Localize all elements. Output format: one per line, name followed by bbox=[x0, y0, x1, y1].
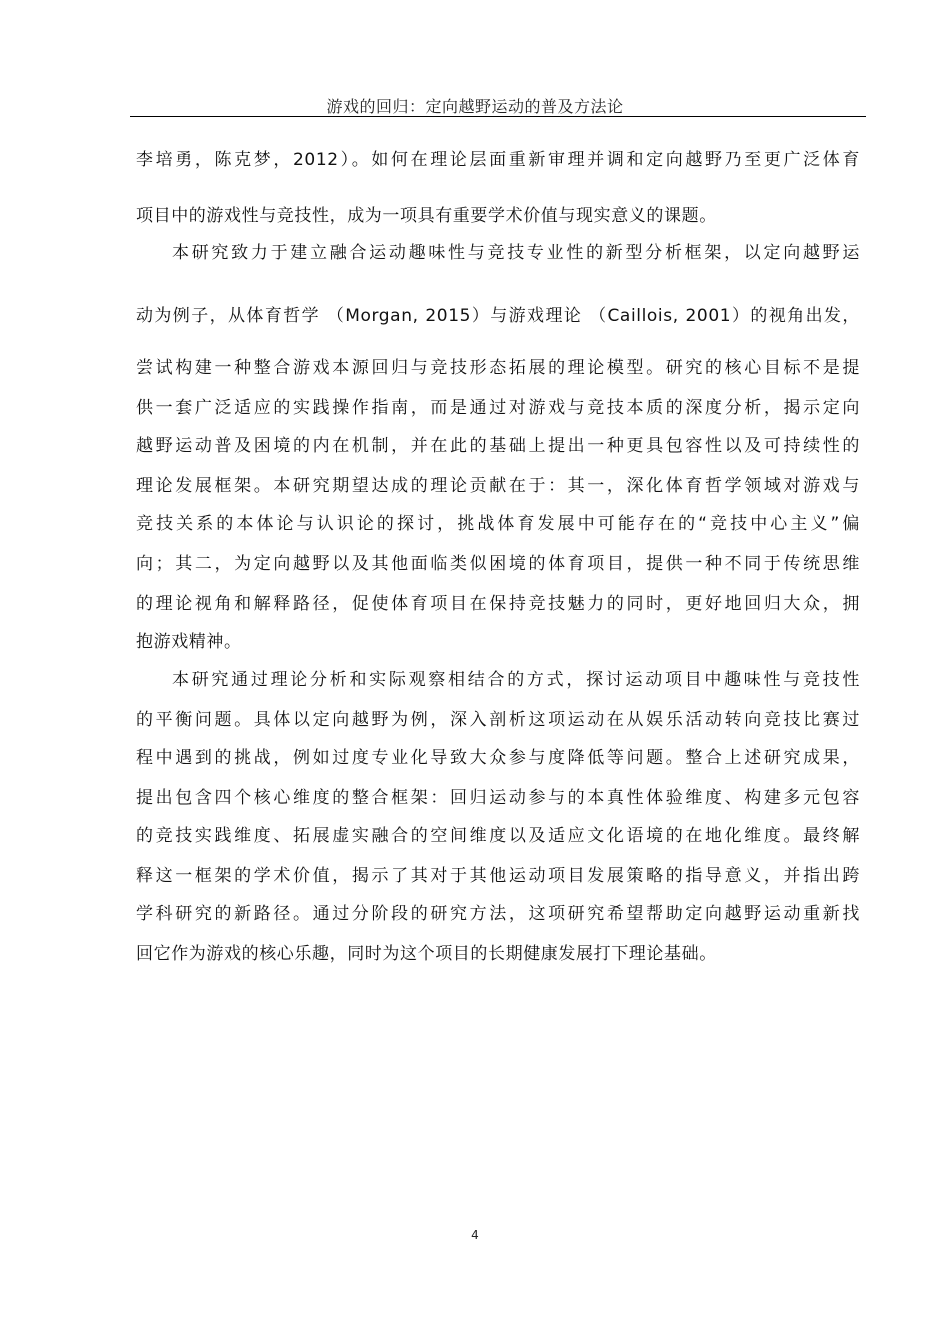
text-line: 动为例子，从体育哲学 （Morgan, 2015）与游戏理论 （Caillois, 2001）的视角出发， bbox=[136, 306, 860, 326]
text-line: 项目中的游戏性与竞技性，成为一项具有重要学术价值与现实意义的课题。 bbox=[136, 206, 717, 226]
page-number: 4 bbox=[471, 1228, 479, 1242]
text-line: 尝试构建一种整合游戏本源回归与竞技形态拓展的理论模型。研究的核心目标不是提 bbox=[136, 358, 860, 378]
paragraph-first-line: 本研究通过理论分析和实际观察相结合的方式，探讨运动项目中趣味性与竞技性 bbox=[172, 670, 860, 690]
text-line: 学科研究的新路径。通过分阶段的研究方法，这项研究希望帮助定向越野运动重新找 bbox=[136, 904, 860, 924]
text-line: 李培勇，陈克梦，2012）。如何在理论层面重新审理并调和定向越野乃至更广泛体育 bbox=[136, 150, 860, 170]
text-line: 抱游戏精神。 bbox=[136, 632, 242, 652]
text-line: 向；其二，为定向越野以及其他面临类似困境的体育项目，提供一种不同于传统思维 bbox=[136, 554, 860, 574]
paragraph-first-line: 本研究致力于建立融合运动趣味性与竞技专业性的新型分析框架，以定向越野运 bbox=[172, 243, 860, 263]
header-rule bbox=[130, 116, 866, 117]
text-line: 释这一框架的学术价值，揭示了其对于其他运动项目发展策略的指导意义，并指出跨 bbox=[136, 866, 860, 886]
text-line: 的平衡问题。具体以定向越野为例，深入剖析这项运动在从娱乐活动转向竞技比赛过 bbox=[136, 710, 860, 730]
text-line: 的理论视角和解释路径，促使体育项目在保持竞技魅力的同时，更好地回归大众，拥 bbox=[136, 594, 860, 614]
text-line: 程中遇到的挑战，例如过度专业化导致大众参与度降低等问题。整合上述研究成果， bbox=[136, 748, 860, 768]
text-line: 提出包含四个核心维度的整合框架：回归运动参与的本真性体验维度、构建多元包容 bbox=[136, 788, 860, 808]
running-header-title: 游戏的回归：定向越野运动的普及方法论 bbox=[326, 97, 624, 116]
text-line: 越野运动普及困境的内在机制，并在此的基础上提出一种更具包容性以及可持续性的 bbox=[136, 436, 860, 456]
text-line: 供一套广泛适应的实践操作指南，而是通过对游戏与竞技本质的深度分析，揭示定向 bbox=[136, 398, 860, 418]
text-line: 理论发展框架。本研究期望达成的理论贡献在于：其一，深化体育哲学领域对游戏与 bbox=[136, 476, 860, 496]
text-line: 回它作为游戏的核心乐趣，同时为这个项目的长期健康发展打下理论基础。 bbox=[136, 944, 717, 964]
text-line: 竞技关系的本体论与认识论的探讨，挑战体育发展中可能存在的“竞技中心主义”偏 bbox=[136, 514, 860, 534]
text-line: 的竞技实践维度、拓展虚实融合的空间维度以及适应文化语境的在地化维度。最终解 bbox=[136, 826, 860, 846]
